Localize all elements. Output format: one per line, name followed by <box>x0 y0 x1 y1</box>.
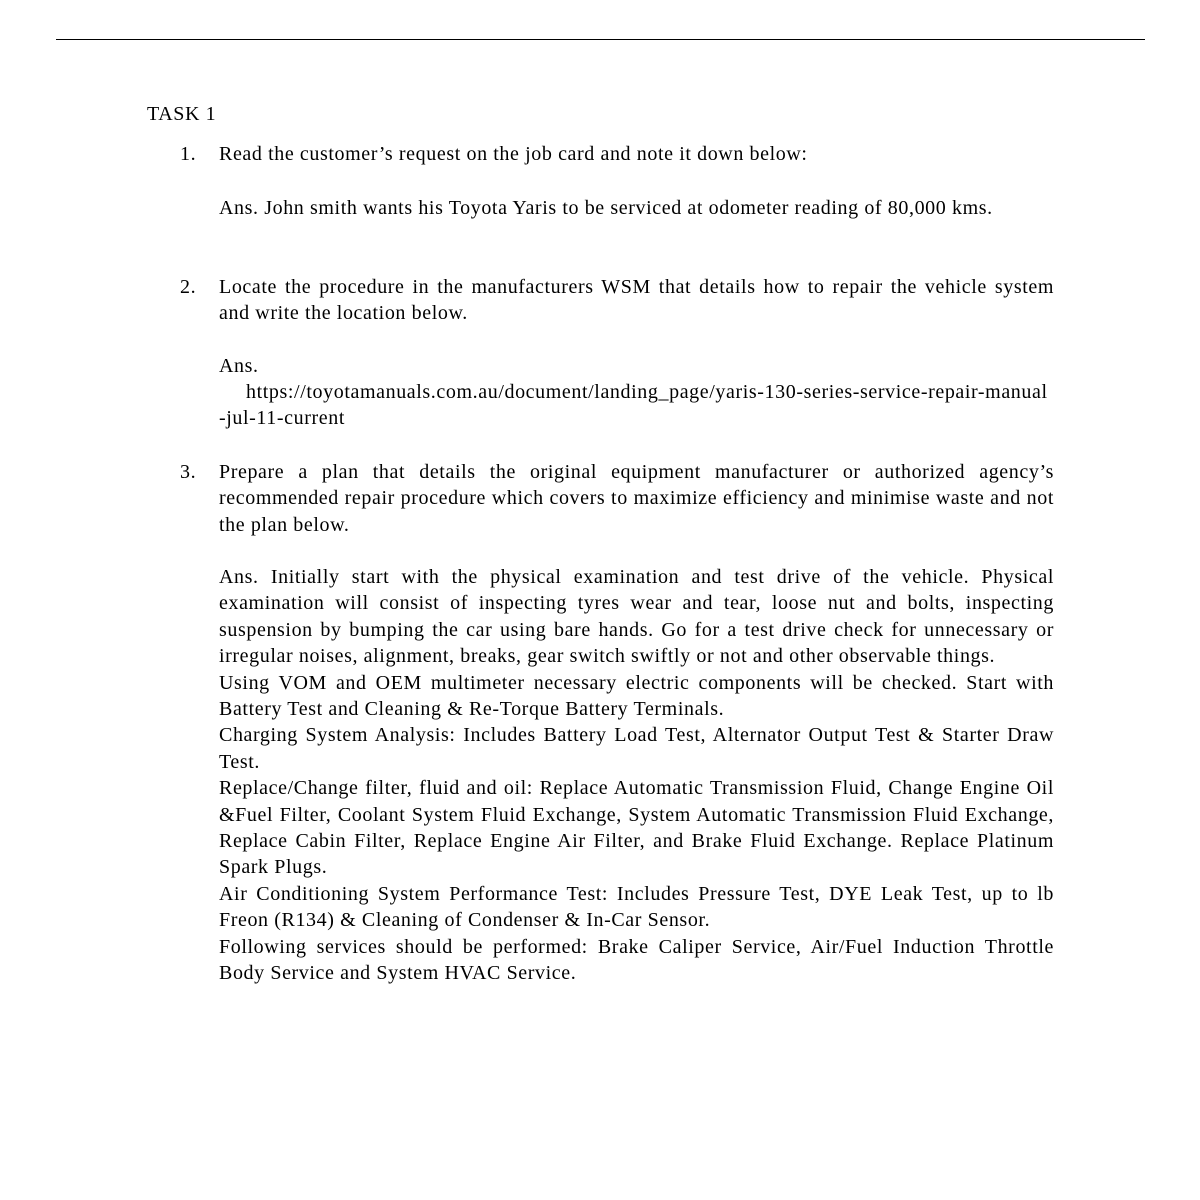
answer-paragraph: Air Conditioning System Performance Test: Includes Pressure Test, DYE Leak Test, up to lb Freon (R134) & Cleaning of Condenser & In-Car Sensor. <box>219 882 1054 932</box>
question-text: Prepare a plan that details the original equipment manufacturer or authorized agency’s recommended repair procedure which covers to maximize efficiency and minimise waste and not the plan below. <box>219 461 1054 536</box>
answer-url <box>219 379 1054 432</box>
question-number: 3. <box>180 461 197 483</box>
answer-block <box>219 564 1054 987</box>
answer-paragraph: Ans. Initially start with the physical examination and test drive of the vehicle. Physical examination will consist of inspecting tyres wear and tear, loose nut and bolts, inspecting suspension by bumping the car using bare hands. Go for a test drive check for unnecessary or irregular noises, alignment, breaks, gear switch swiftly or not and other observable things. <box>219 566 1054 668</box>
question-text: Locate the procedure in the manufacturers WSM that details how to repair the vehicle system and write the location below. <box>219 276 1054 325</box>
question-text: Read the customer’s request on the job card and note it down below: <box>219 143 808 165</box>
answer-paragraph: Replace/Change filter, fluid and oil: Replace Automatic Transmission Fluid, Change Engine Oil &Fuel Filter, Coolant System Fluid Exchange, System Automatic Transmission Fluid Exchange, Replace Cabin Filter, Replace Engine Air Filter, and Brake Fluid Exchange. Replace Platinum Spark Plugs. <box>219 777 1054 879</box>
answer-paragraph: Charging System Analysis: Includes Battery Load Test, Alternator Output Test & Starter Draw Test. <box>219 724 1054 773</box>
answer-text: Ans. John smith wants his Toyota Yaris to be serviced at odometer reading of 80,000 kms. <box>219 197 993 219</box>
question-number: 1. <box>180 143 197 165</box>
answer-paragraph: Using VOM and OEM multimeter necessary electric components will be checked. Start with Battery Test and Cleaning & Re-Torque Battery Terminals. <box>219 671 1054 721</box>
answer-label: Ans. <box>219 355 259 377</box>
answer-paragraph: Following services should be performed: Brake Caliper Service, Air/Fuel Induction Throttle Body Service and System HVAC Service. <box>219 935 1054 985</box>
question-number: 2. <box>180 276 197 298</box>
manual-url: https://toyotamanuals.com.au/document/landing_page/yaris-130-series-service-repair-manual-jul-11-current <box>219 381 1048 430</box>
task-heading: TASK 1 <box>147 103 217 125</box>
